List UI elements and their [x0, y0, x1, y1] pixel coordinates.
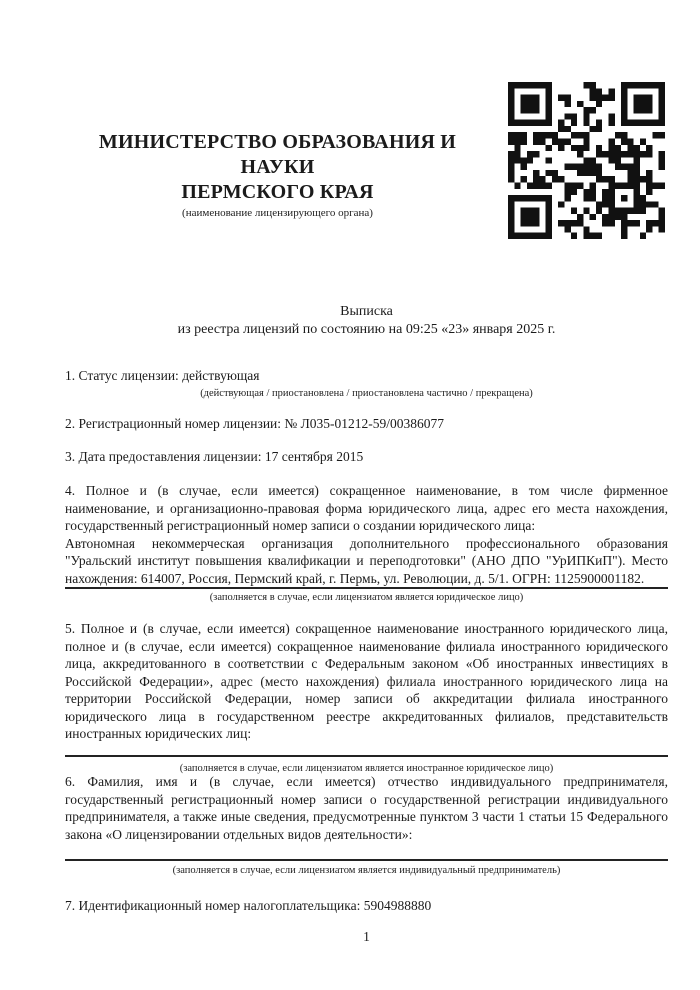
license-status-note: (действующая / приостановлена / приостановлена частично / прекращена) [200, 387, 533, 399]
extract-subtitle: из реестра лицензий по состоянию на 09:25 «23» января 2025 г. [177, 322, 556, 337]
license-date-line [65, 448, 668, 466]
foreign-entity-prompt: 5. Полное и (в случае, если имеется) сокращенное наименование иностранного юридического лица, полное и (в случае, если имеется) сокращенное наименование филиала иностранного юридического лица, аккредитованного в соответствии с Федеральным законом «Об иностранных инвестициях в Российской Федерации», адрес (место нахождения) филиала иностранного юридического лица на территории Российской Федерации, номер записи об аккредитации филиала иностранного юридического лица в государственном реестре аккредитованных филиалов, представительств иностранных юридических лиц: [65, 621, 668, 741]
section-registration-number [65, 415, 668, 433]
issuer-name-line1: МИНИСТЕРСТВО ОБРАЗОВАНИЯ И НАУКИ [98, 131, 457, 178]
license-status-label: 1. Статус лицензии: [65, 368, 179, 383]
individual-entrepreneur-note: (заполняется в случае, если лицензиатом является индивидуальный предприниматель) [172, 865, 561, 876]
legal-entity-prompt: 4. Полное и (в случае, если имеется) сокращенное наименование, в том числе фирменное наименование, и организационно-правовая форма юридического лица, адрес его места нахождения, государственный регистрационный номер записи о создании юридического лица: [65, 483, 668, 533]
issuer-name-line2: ПЕРМСКОГО КРАЯ [181, 181, 374, 203]
legal-entity-value: Автономная некоммерческая организация дополнительного профессионального образования "Уральский институт повышения квалификации и переподготовки" (АНО ДПО "УрИПКиП"). Место нахождения: 614007, Россия, Пермский край, г. Пермь, ул. Революции, д. 5/1. ОГРН: 1125900001182. [65, 535, 668, 586]
individual-entrepreneur-underline [65, 859, 668, 861]
license-date-label: 3. Дата предоставления лицензии: [65, 449, 262, 464]
qr-code-image [508, 82, 665, 239]
license-status-line [65, 367, 668, 385]
section-individual-entrepreneur [65, 773, 668, 877]
issuer-caption: (наименование лицензирующего органа) [182, 207, 373, 219]
extract-title: Выписка [340, 304, 393, 319]
section-license-status [65, 367, 668, 400]
license-date-value: 17 сентября 2015 [264, 449, 364, 464]
extract-title-block [65, 303, 668, 339]
issuer-header [65, 130, 490, 220]
registration-number-label: 2. Регистрационный номер лицензии: [65, 416, 282, 431]
registration-number-line [65, 415, 668, 433]
page-number: 1 [363, 929, 370, 944]
foreign-entity-note: (заполняется в случае, если лицензиатом является иностранное юридическое лицо) [179, 762, 554, 774]
registration-number-value: № Л035-01212-59/00386077 [284, 416, 445, 431]
taxpayer-number-label: 7. Идентификационный номер налогоплательщика: [65, 898, 361, 913]
legal-entity-note: (заполняется в случае, если лицензиатом является юридическое лицо) [209, 592, 524, 603]
section-license-date [65, 448, 668, 466]
qr-code-icon [508, 82, 665, 239]
individual-entrepreneur-prompt: 6. Фамилия, имя и (в случае, если имеется) отчество индивидуального предпринимателя, государственный регистрационный номер записи о государственной регистрации индивидуального предпринимателя, а также иные сведения, предусмотренные пунктом 3 части 1 статьи 15 Федерального закона «О лицензировании отдельных видов деятельности»: [65, 774, 668, 842]
section-foreign-entity [65, 620, 668, 775]
foreign-entity-underline [65, 755, 668, 757]
legal-entity-underline [65, 587, 668, 589]
section-legal-entity [65, 482, 668, 604]
license-status-value: действующая [182, 368, 260, 383]
section-taxpayer-number [65, 897, 668, 915]
taxpayer-number-value: 5904988880 [363, 898, 432, 913]
taxpayer-number-line [65, 897, 668, 915]
